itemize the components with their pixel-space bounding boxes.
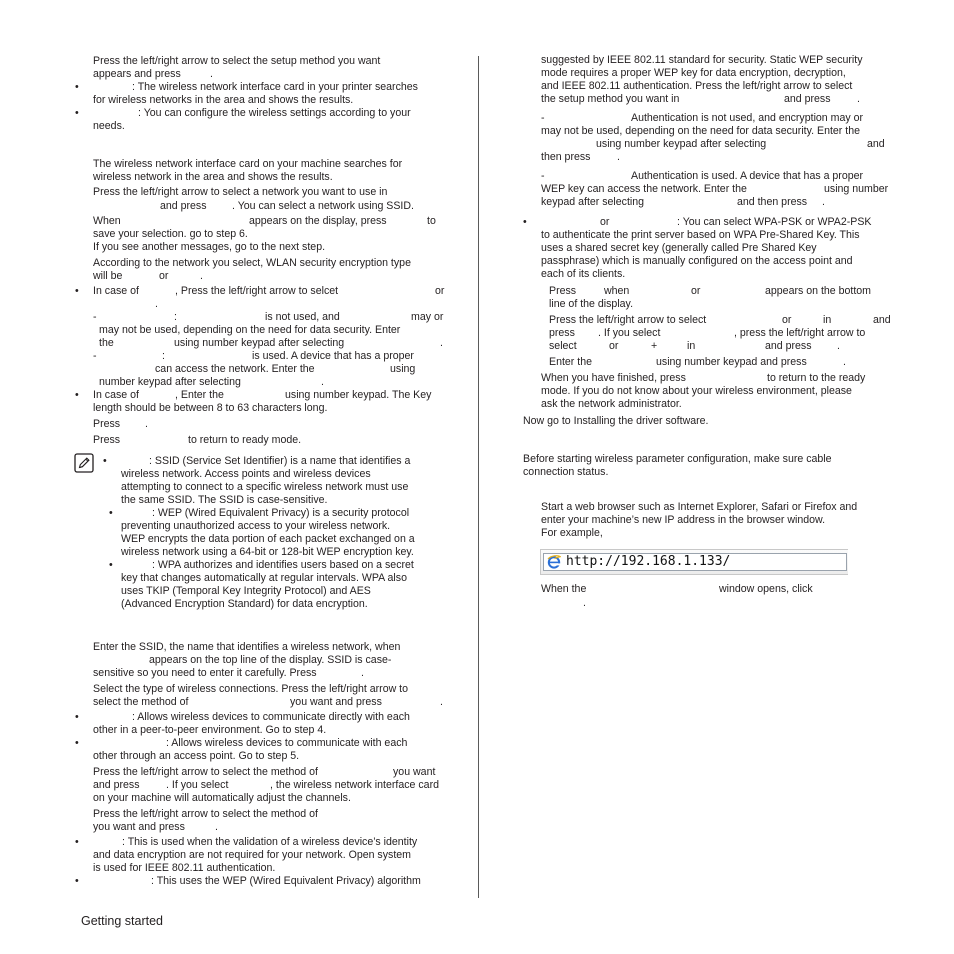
text-line: : This uses the WEP (Wired Equivalent Privacy) algorithm xyxy=(151,875,421,887)
text-line: sensitive so you need to enter it carefully. Press xyxy=(93,667,317,679)
internet-explorer-icon xyxy=(547,555,561,569)
text-line: attempting to connect to a specific wireless network must use xyxy=(121,481,409,493)
text-line: appears and press xyxy=(93,68,181,80)
text-line: - xyxy=(541,170,545,182)
text-line: appears on the top line of the display. SSID is case- xyxy=(149,654,392,666)
text-line: appears on the display, press xyxy=(249,215,387,227)
text-line: Select the type of wireless connections. Press the left/right arrow to xyxy=(93,683,409,695)
text-line: Authentication is used. A device that has a proper xyxy=(631,170,864,182)
text-line: in xyxy=(687,340,696,352)
text-line: ask the network administrator. xyxy=(541,398,682,410)
text-line: . xyxy=(155,298,158,310)
text-line: using number keypad and press xyxy=(656,356,807,368)
text-line: connection status. xyxy=(523,466,609,478)
text-line: each of its clients. xyxy=(541,268,626,280)
text-line: . xyxy=(210,68,213,80)
text-line: other in a peer-to-peer environment. Go to step 4. xyxy=(93,724,327,736)
bullet: • xyxy=(75,711,79,723)
text-line: using xyxy=(390,363,416,375)
text-line: to authenticate the print server based on WPA Pre-Shared Key. This xyxy=(541,229,860,241)
text-line: . xyxy=(440,337,443,349)
text-line: . xyxy=(361,667,364,679)
text-line: enter your machine’s new IP address in the browser window. xyxy=(541,514,826,526)
text-line: the setup method you want in xyxy=(541,93,680,105)
text-line: key that changes automatically at regular intervals. WPA also xyxy=(121,572,407,584)
text-line: and press xyxy=(93,779,140,791)
text-line: WEP key can access the network. Enter the xyxy=(541,183,747,195)
text-line: . You can select a network using SSID. xyxy=(232,200,414,212)
text-line: Press the left/right arrow to select the method of xyxy=(93,766,318,778)
text-line: press xyxy=(549,327,575,339)
text-line: . If you select xyxy=(166,779,229,791)
bullet: • xyxy=(109,559,113,571)
text-line: + xyxy=(651,340,658,352)
text-line: Enter the xyxy=(549,356,592,368)
text-line: suggested by IEEE 802.11 standard for security. Static WEP security xyxy=(541,54,863,66)
text-line: When the xyxy=(541,583,587,595)
footer-section-title: Getting started xyxy=(81,914,163,928)
text-line: Start a web browser such as Internet Explorer, Safari or Firefox and xyxy=(541,501,858,513)
text-line: In case of xyxy=(93,389,139,401)
text-line: you want and press xyxy=(290,696,382,708)
text-line: , the wireless network interface card xyxy=(270,779,439,791)
text-line: for wireless networks in the area and shows the results. xyxy=(93,94,354,106)
text-line: - xyxy=(93,311,97,323)
text-line: . xyxy=(617,151,620,163)
url-text: http://192.168.1.133/ xyxy=(566,554,731,569)
text-line: Press the left/right arrow to select a network you want to use in xyxy=(93,186,388,198)
text-line: can access the network. Enter the xyxy=(155,363,315,375)
text-line: number keypad after selecting xyxy=(99,376,241,388)
text-line: using number keypad after selecting xyxy=(596,138,767,150)
bullet: • xyxy=(523,216,527,228)
text-line: : WEP (Wired Equivalent Privacy) is a security protocol xyxy=(152,507,410,519)
text-line: . xyxy=(440,696,443,708)
text-line: uses a shared secret key (generally called Pre Shared Key xyxy=(541,242,817,254)
text-line: . xyxy=(837,340,840,352)
text-line: other through an access point. Go to step 5. xyxy=(93,750,300,762)
text-line: , Enter the xyxy=(175,389,224,401)
text-line: (Advanced Encryption Standard) for data encryption. xyxy=(121,598,368,610)
text-line: Press xyxy=(93,418,121,430)
text-line: and press xyxy=(160,200,207,212)
text-line: or xyxy=(159,270,169,282)
text-line: , Press the left/right arrow to selcet xyxy=(175,285,339,297)
text-line: Press xyxy=(549,285,577,297)
text-line: . xyxy=(215,821,218,833)
text-line: : xyxy=(174,311,177,323)
text-line: The wireless network interface card on your machine searches for xyxy=(93,158,403,170)
text-line: and press xyxy=(784,93,831,105)
text-line: . xyxy=(822,196,825,208)
text-line: : You can configure the wireless settings according to your xyxy=(138,107,411,119)
text-line: the same SSID. The SSID is case-sensitive. xyxy=(121,494,328,506)
text-line: . xyxy=(843,356,846,368)
text-line: the xyxy=(99,337,114,349)
text-line: . xyxy=(857,93,860,105)
text-line: appears on the bottom xyxy=(765,285,872,297)
text-line: to return to ready mode. xyxy=(188,434,302,446)
text-line: will be xyxy=(93,270,123,282)
bullet: • xyxy=(75,737,79,749)
text-line: save your selection. go to step 6. xyxy=(93,228,248,240)
text-line: and IEEE 802.11 authentication. Press the left/right arrow to select xyxy=(541,80,853,92)
text-line: select xyxy=(549,340,577,352)
text-line: . xyxy=(200,270,203,282)
text-line: According to the network you select, WLAN security encryption type xyxy=(93,257,411,269)
note-pencil-icon xyxy=(74,453,94,473)
bullet: • xyxy=(75,107,79,119)
text-line: Before starting wireless parameter configuration, make sure cable xyxy=(523,453,832,465)
text-line: . If you select xyxy=(598,327,661,339)
text-line: may not be used, depending on the need for data security. Enter the xyxy=(541,125,861,137)
text-line: in xyxy=(823,314,832,326)
text-line: , press the left/right arrow to xyxy=(734,327,866,339)
text-line: wireless network. Access points and wireless devices xyxy=(121,468,371,480)
text-line: using number keypad after selecting xyxy=(174,337,345,349)
bullet: • xyxy=(75,389,79,401)
text-line: or xyxy=(691,285,701,297)
bullet: • xyxy=(75,836,79,848)
text-line: WEP encrypts the data portion of each packet exchanged on a xyxy=(121,533,415,545)
text-line: is used. A device that has a proper xyxy=(252,350,414,362)
text-line: on your machine will automatically adjust the channels. xyxy=(93,792,351,804)
text-line: window opens, click xyxy=(719,583,813,595)
text-line: may not be used, depending on the need for data security. Enter xyxy=(99,324,401,336)
bullet: • xyxy=(103,455,107,467)
text-line: . xyxy=(321,376,324,388)
text-line: Now go to Installing the driver software. xyxy=(523,415,709,427)
bullet: • xyxy=(109,507,113,519)
text-line: Press the left/right arrow to select xyxy=(549,314,707,326)
browser-address-bar-example xyxy=(540,549,848,575)
text-line: select the method of xyxy=(93,696,189,708)
text-line: uses TKIP (Temporal Key Integrity Protocol) and AES xyxy=(121,585,371,597)
text-line: If you see another messages, go to the next step. xyxy=(93,241,326,253)
text-line: Press the left/right arrow to select the method of xyxy=(93,808,318,820)
text-line: When you have finished, press xyxy=(541,372,686,384)
text-line: : WPA authorizes and identifies users based on a secret xyxy=(152,559,414,571)
text-line: : You can select WPA-PSK or WPA2-PSK xyxy=(677,216,872,228)
text-line: you want xyxy=(393,766,436,778)
text-line: : xyxy=(162,350,165,362)
text-line: keypad after selecting xyxy=(541,196,645,208)
address-field xyxy=(543,553,847,571)
text-line: and press xyxy=(765,340,812,352)
text-line: and data encryption are not required for your network. Open system xyxy=(93,849,411,861)
text-line: then press xyxy=(541,151,591,163)
text-line: wireless network in the area and shows the results. xyxy=(93,171,333,183)
text-line: : Allows wireless devices to communicate directly with each xyxy=(132,711,410,723)
text-line: mode. If you do not know about your wireless environment, please xyxy=(541,385,852,397)
text-line: and then press xyxy=(737,196,808,208)
text-line: : This is used when the validation of a wireless device’s identity xyxy=(122,836,418,848)
text-line: length should be between 8 to 63 characters long. xyxy=(93,402,328,414)
text-line: you want and press xyxy=(93,821,185,833)
text-line: . xyxy=(583,597,586,609)
text-line: may or xyxy=(411,311,444,323)
text-line: Press the left/right arrow to select the setup method you want xyxy=(93,55,381,67)
text-line: wireless network using a 64-bit or 128-bit WEP encryption key. xyxy=(121,546,414,558)
text-line: For example, xyxy=(541,527,603,539)
text-line: Authentication is not used, and encryption may or xyxy=(631,112,864,124)
text-line: In case of xyxy=(93,285,139,297)
text-line: : The wireless network interface card in your printer searches xyxy=(132,81,418,93)
text-line: When xyxy=(93,215,121,227)
bullet: • xyxy=(75,81,79,93)
text-line: using number xyxy=(824,183,889,195)
text-line: line of the display. xyxy=(549,298,634,310)
text-line: . xyxy=(145,418,148,430)
text-line: or xyxy=(435,285,445,297)
text-line: is not used, and xyxy=(265,311,340,323)
text-line: or xyxy=(600,216,610,228)
text-line: using number keypad. The Key xyxy=(285,389,432,401)
text-line: mode requires a proper WEP key for data encryption, decryption, xyxy=(541,67,846,79)
text-line: - xyxy=(93,350,97,362)
text-line: Press xyxy=(93,434,121,446)
text-line: - xyxy=(541,112,545,124)
text-line: is used for IEEE 802.11 authentication. xyxy=(93,862,276,874)
text-line: or xyxy=(609,340,619,352)
text-line: and xyxy=(873,314,891,326)
text-line: : SSID (Service Set Identifier) is a name that identifies a xyxy=(149,455,411,467)
text-line: needs. xyxy=(93,120,125,132)
bullet: • xyxy=(75,285,79,297)
text-line: to return to the ready xyxy=(767,372,866,384)
text-line: and xyxy=(867,138,885,150)
text-line: preventing unauthorized access to your wireless network. xyxy=(121,520,391,532)
text-line: when xyxy=(604,285,630,297)
column-divider xyxy=(478,56,479,898)
bullet: • xyxy=(75,875,79,887)
text-line: : Allows wireless devices to communicate with each xyxy=(166,737,408,749)
text-line: passphrase) which is manually configured on the access point and xyxy=(541,255,853,267)
text-line: to xyxy=(427,215,436,227)
text-line: Enter the SSID, the name that identifies a wireless network, when xyxy=(93,641,401,653)
text-line: or xyxy=(782,314,792,326)
